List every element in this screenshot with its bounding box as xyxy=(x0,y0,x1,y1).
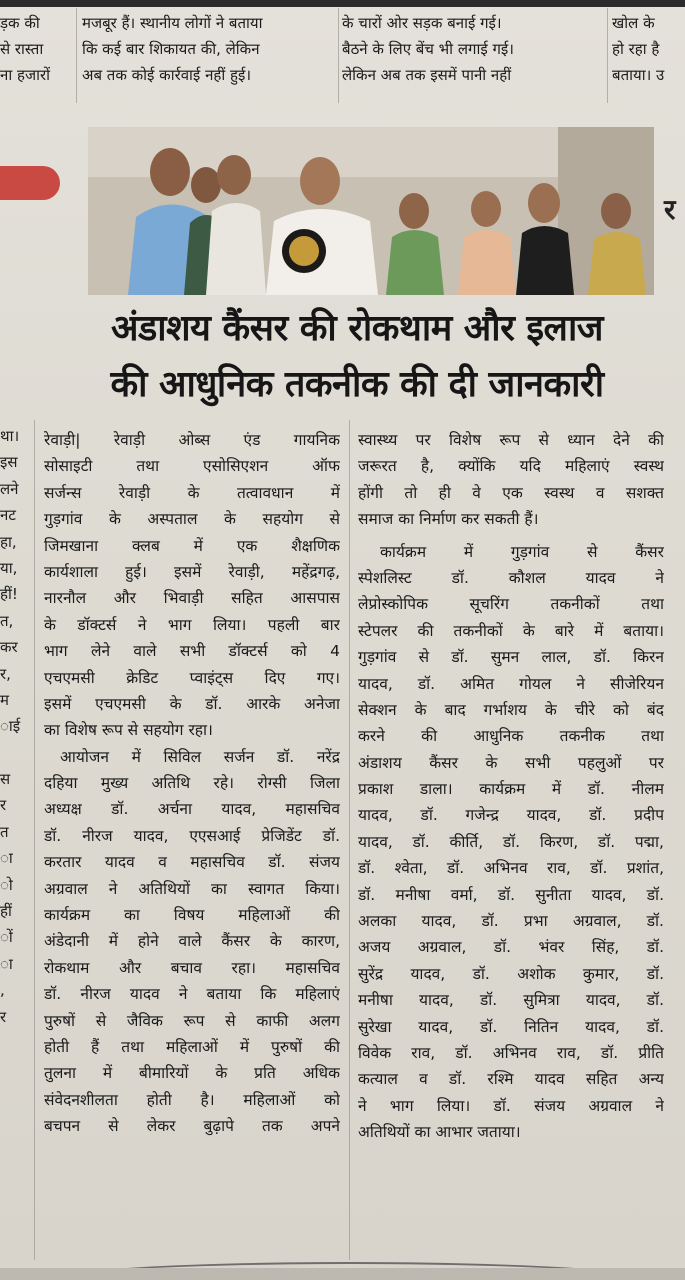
fragment-line: कर xyxy=(0,638,18,657)
article-line: अग्रवाल ने अतिथियों का स्वागत किया। xyxy=(44,879,340,898)
top-line: बैठने के लिए बेंच भी लगाई गई। xyxy=(342,40,514,58)
fragment-line: इस xyxy=(0,453,18,472)
top-line: ना हजारों xyxy=(0,66,50,84)
article-line: सुरेंद्र यादव, डॉ. अशोक कुमार, डॉ. xyxy=(358,964,664,983)
adjacent-headline-fragment: र xyxy=(664,193,676,226)
fragment-line: नट xyxy=(0,506,16,525)
top-line: से रास्ता xyxy=(0,40,44,58)
article-line: करतार यादव व महासचिव डॉ. संजय xyxy=(44,853,340,872)
article-line: स्पेशलिस्ट डॉ. कौशल यादव ने xyxy=(358,568,664,587)
fragment-line: या, xyxy=(0,558,18,577)
article-line: बचपन से लेकर बुढ़ापे तक अपने xyxy=(44,1117,340,1136)
fragment-line: र, xyxy=(0,664,11,683)
article-line: गुड़गांव के अस्पताल के सहयोग से xyxy=(44,510,340,529)
fragment-line: ों xyxy=(0,928,13,947)
article-line: संवेदनशीलता होती है। महिलाओं को xyxy=(44,1090,340,1109)
fragment-line: स xyxy=(0,770,11,789)
article-line: अध्यक्ष डॉ. अर्चना यादव, महासचिव xyxy=(44,800,340,819)
article-line: सेक्शन के बाद गर्भाशय के चीरे को बंद xyxy=(358,700,664,719)
bottom-edge xyxy=(0,1268,685,1280)
article-line: कार्यशाला हुई। इसमें रेवाड़ी, महेंद्रगढ़, xyxy=(44,562,340,581)
article-line: अंडेदानी में होने वाले कैंसर के कारण, xyxy=(44,932,340,951)
article-line: यादव, डॉ. अमित गोयल ने सीजेरियन xyxy=(358,674,664,693)
fragment-line: , xyxy=(0,981,5,1000)
fragment-line: त, xyxy=(0,611,14,630)
article-line: अतिथियों का आभार जताया। xyxy=(358,1123,521,1142)
article-line: डॉ. श्वेता, डॉ. अभिनव राव, डॉ. प्रशांत, xyxy=(358,859,664,878)
fragment-line: हीं xyxy=(0,902,12,921)
fragment-line: ा xyxy=(0,849,13,868)
article-line: करने की आधुनिक तकनीक तथा xyxy=(358,727,664,746)
article-line: आयोजन में सिविल सर्जन डॉ. नरेंद्र xyxy=(60,747,340,766)
fragment-line: म xyxy=(0,690,9,709)
column-rule xyxy=(76,8,77,103)
article-line: रोकथाम और बचाव रहा। महासचिव xyxy=(44,958,340,977)
fragment-line: था। xyxy=(0,427,20,445)
article-line: सर्जन्स रेवाड़ी के तत्वावधान में xyxy=(44,483,340,502)
article-line: यादव, डॉ. गजेन्द्र यादव, डॉ. प्रदीप xyxy=(358,806,664,825)
article-line: विवेक राव, डॉ. अभिनव राव, डॉ. प्रीति xyxy=(358,1043,664,1062)
event-photo xyxy=(88,127,654,295)
article-line: समाज का निर्माण कर सकती हैं। xyxy=(358,510,539,529)
article-line: स्टेपलर की तकनीकों के बारे में बताया। xyxy=(358,621,664,640)
article-line: सुरेखा यादव, डॉ. नितिन यादव, डॉ. xyxy=(358,1017,664,1036)
top-snippet-col3 xyxy=(342,10,604,88)
top-snippet-col4 xyxy=(612,10,685,88)
article-column-1 xyxy=(44,427,340,1140)
article-line: स्वास्थ्य पर विशेष रूप से ध्यान देने की xyxy=(358,431,664,449)
fragment-line: र xyxy=(0,796,7,815)
top-line: खोल के xyxy=(612,14,655,32)
article-line: इसमें एचएमसी के डॉ. आरके अनेजा xyxy=(44,694,340,713)
top-edge xyxy=(0,0,685,7)
fragment-line: ो xyxy=(0,875,13,894)
top-line: कि कई बार शिकायत की, लेकिन xyxy=(82,40,260,58)
fragment-line: लने xyxy=(0,479,19,498)
article-line: कार्यक्रम में गुड़गांव से कैंसर xyxy=(380,542,664,561)
article-line: का विशेष रूप से सहयोग रहा। xyxy=(44,721,213,740)
article-line: रेवाड़ी| रेवाड़ी ओब्स एंड गायनिक xyxy=(44,431,340,449)
article-line: अजय अग्रवाल, डॉ. भंवर सिंह, डॉ. xyxy=(358,938,664,957)
article-line: कार्यक्रम का विषय महिलाओं की xyxy=(44,906,340,925)
article-line: तुलना में बीमारियों के प्रति अधिक xyxy=(44,1064,340,1083)
column-rule xyxy=(607,8,608,103)
fragment-line: र xyxy=(0,1007,7,1026)
article-line: एचएमसी क्रेडिट प्वाइंट्स दिए गए। xyxy=(44,668,340,687)
article-line: मनीषा यादव, डॉ. सुमित्रा यादव, डॉ. xyxy=(358,991,664,1010)
top-snippet-col1 xyxy=(0,10,70,88)
fragment-line: ा xyxy=(0,954,13,973)
article-line: नारनौल और भिवाड़ी सहित आसपास xyxy=(44,589,340,608)
article-line: ने भाग लिया। डॉ. संजय अग्रवाल ने xyxy=(358,1096,664,1115)
top-line: के चारों ओर सड़क बनाई गई। xyxy=(342,14,502,32)
headline-line-1: अंडाशय कैंसर की रोकथाम और इलाज xyxy=(110,308,604,349)
top-line: मजबूर हैं। स्थानीय लोगों ने बताया xyxy=(82,14,263,32)
top-line: लेकिन अब तक इसमें पानी नहीं xyxy=(342,66,512,84)
column-rule xyxy=(34,420,35,1260)
top-line: अब तक कोई कार्रवाई नहीं हुई। xyxy=(82,66,252,84)
article-line: डॉ. नीरज यादव ने बताया कि महिलाएं xyxy=(44,985,340,1004)
article-line: अलका यादव, डॉ. प्रभा अग्रवाल, डॉ. xyxy=(358,912,664,931)
red-section-tab xyxy=(0,166,60,200)
fragment-line: हा, xyxy=(0,532,17,551)
article-line: अंडाशय कैंसर के सभी पहलुओं पर xyxy=(358,753,664,772)
article-line: डॉ. नीरज यादव, एएसआई प्रेजिडेंट डॉ. xyxy=(44,826,340,845)
top-line: बताया। उ xyxy=(612,66,665,84)
event-photo-illustration xyxy=(88,127,654,295)
article-line: सोसाइटी तथा एसोसिएशन ऑफ xyxy=(44,457,340,476)
article-line: डॉ. मनीषा वर्मा, डॉ. सुनीता यादव, डॉ. xyxy=(358,885,664,904)
article-line: जरूरत है, क्योंकि यदि महिलाएं स्वस्थ xyxy=(358,457,664,476)
article-column-2 xyxy=(358,427,664,1146)
headline-line-2: की आधुनिक तकनीक की दी जानकारी xyxy=(110,364,604,405)
fragment-line: ाई xyxy=(0,717,21,736)
article-line: होंगी तो ही वे एक स्वस्थ व सशक्त xyxy=(358,483,664,502)
article-line: लेप्रोस्कोपिक सूचरिंग तकनीकों तथा xyxy=(358,595,664,614)
top-line: हो रहा है xyxy=(612,40,660,58)
column-rule xyxy=(349,420,350,1260)
article-line: होती हैं तथा महिलाओं में पुरुषों की xyxy=(44,1037,340,1056)
article-line: के डॉक्टर्स ने भाग लिया। पहली बार xyxy=(44,615,340,634)
article-line: दहिया मुख्य अतिथि रहे। रोग्सी जिला xyxy=(44,774,340,793)
fragment-line: त xyxy=(0,822,9,841)
top-snippet-col2 xyxy=(82,10,337,88)
article-line: पुरुषों से जैविक रूप से काफी अलग xyxy=(44,1011,340,1030)
article-line: भाग लेने वाले सभी डॉक्टर्स को 4 xyxy=(44,642,340,661)
article-line: गुड़गांव से डॉ. सुमन लाल, डॉ. किरन xyxy=(358,648,664,667)
article-line: कत्याल व डॉ. रश्मि यादव सहित अन्य xyxy=(358,1070,664,1089)
article-line: यादव, डॉ. कीर्ति, डॉ. किरण, डॉ. पद्मा, xyxy=(358,832,664,851)
top-line: ड़क की xyxy=(0,14,40,32)
article-line: प्रकाश डाला। कार्यक्रम में डॉ. नीलम xyxy=(358,780,664,799)
adjacent-article-fragments xyxy=(0,423,30,1030)
column-rule xyxy=(338,8,339,103)
fragment-line: हीं! xyxy=(0,585,18,604)
article-line: जिमखाना क्लब में एक शैक्षणिक xyxy=(44,536,340,555)
fragment-line xyxy=(0,740,30,766)
